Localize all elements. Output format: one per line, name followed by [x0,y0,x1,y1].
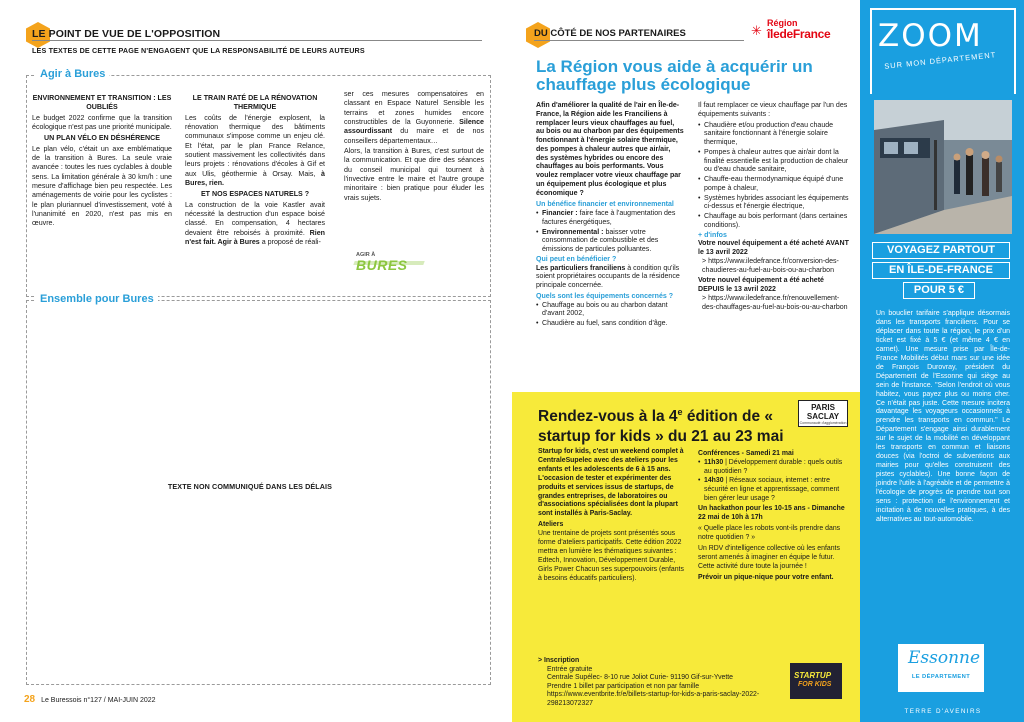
page-subrubric: LES TEXTES DE CETTE PAGE N'ENGAGENT QUE LA RESPONSABILITÉ DE LEURS AUTEURS [32,46,365,55]
paragraph-budget: Le budget 2022 confirme que la transition écologique n'est pas une priorité municipale. [32,113,172,132]
region-intro: Afin d'améliorer la qualité de l'air en Île-de-France, la Région aide les Franciliens à remplacer leurs vieux chauffages au fuel, au bois ou au charbon par des équipements fonctionnant à l'énergie solaire thermique, des pompes à chaleur autres que air/air, des systèmes hybrides ou encore des chauffages au bois performants. Vous voulez remplacer votre vieux chauffage par un équipement plus écologique et plus économique ? [536,102,684,197]
after-date-link[interactable]: > https://www.iledefrance.fr/renouvellement-des-chauffages-au-fuel-au-bois-ou-au-charbon [702,294,848,311]
before-date-label: Votre nouvel équipement a été acheté AVANT le 13 avril 2022 [698,240,849,256]
headline-band-2: EN ÎLE-DE-FRANCE [872,262,1010,279]
conference-list [698,459,850,504]
benefit-list [536,210,684,255]
article-column-1 [32,92,172,230]
article-title: La Région vous aide à acquérir un chauffage plus écologique [536,57,813,94]
magazine-issue: Le Buressois n°127 / MAI-JUIN 2022 [41,697,156,704]
paragraph-thermal: Les coûts de l'énergie explosent, la rénovation thermique des bâtiments communaux s'impose comme un enjeu clé. Et l'état, par le plan France Relance, soutient massivement les collectivités dans leurs projets : rénovations d'écoles à Gif et aux Ulis, géothermie à Orsay. Mais, à Bures, rien. [185,113,325,188]
inscription-line: Centrale Supélec- 8-10 rue Joliot Curie- 91190 Gif-sur-Yvette [547,674,734,681]
zoom-subtitle: SUR MON DÉPARTEMENT [883,50,997,71]
article-column-2 [185,92,325,249]
before-date-link[interactable]: > https://www.iledefrance.fr/conversion-des-chaudieres-au-fuel-au-bois-ou-au-charbon [702,257,839,274]
after-date-label: Votre nouvel équipement a été acheté DEPUIS le 13 avril 2022 [698,277,824,293]
page-folio [24,694,156,705]
group-title-ensemble: Ensemble pour Bures [36,293,158,305]
conferences-title: Conférences - Samedi 21 mai [698,450,794,457]
heading-thermal: LE TRAIN RATÉ DE LA RÉNOVATION THERMIQUE [192,94,318,112]
page-number: 28 [24,694,36,705]
list-item: • Chauffage au bois performant (dans certaines conditions). [698,213,850,231]
equip-list [536,302,684,329]
page-rubric: LE POINT DE VUE DE L'OPPOSITION [32,28,221,40]
heading-natural-spaces: ET NOS ESPACES NATURELS ? [200,190,310,199]
startup-for-kids-logo: STARTUP FOR KIDS [790,663,842,699]
inscription-block [538,657,786,708]
info-title: + d'infos [698,231,727,239]
essonne-logo: Essonne LE DÉPARTEMENT [898,644,984,692]
train-station-image [874,100,1012,234]
group-title-agir: Agir à Bures [36,68,109,80]
hackathon-title: Un hackathon pour les 10-15 ans - Dimanche 22 mai de 10h à 17h [698,505,845,522]
group-box-ensemble [26,300,491,685]
rubric-divider [32,40,482,41]
list-item: • Pompes à chaleur autres que air/air dont la finalité essentielle est la production de chaleur ou d'eau chaude sanitaire, [698,149,850,175]
region-idf-logo: ✳ Région îledeFrance [751,18,831,41]
inscription-line: Prendre 1 billet par participation et non par famille [547,682,700,690]
region-column-b [698,102,850,312]
heading-environment: ENVIRONNEMENT ET TRANSITION : LES OUBLIÉS [32,94,172,112]
region-column-a [536,102,684,330]
paragraph-natural-spaces: La construction de la voie Kastler avait nécessité la destruction d'un espace boisé classé. En compensation, 4 hectares devaient être reboisés à proximité. Rien n'est fait. Agir à Bures a proposé de réali- [185,200,325,247]
right-page [512,0,1024,722]
equipment-list [698,122,850,231]
inscription-line: Entrée gratuite [547,665,593,673]
essonne-tagline: TERRE D'AVENIRS [904,708,982,715]
list-item: • 11h30 | Développement durable : quels outils au quotidien ? [698,459,850,477]
paris-saclay-logo: PARIS SACLAY Communauté d'agglomération [798,400,848,427]
list-item: • Chaudière et/ou production d'eau chaude sanitaire fonctionnant à l'énergie solaire thermique, [698,122,850,148]
picnic-note: Prévoir un pique-nique pour votre enfant. [698,573,834,581]
event-intro: Startup for kids, c'est un weekend complet à CentraleSupelec avec des ateliers pour les enfants et les adolescents de 6 à 15 ans. L'occasion de tester et expérimenter des produits et services issus de startups, de grandes entreprises, de laboratoires ou d'associations spécialisées dont la plupart sont installés à Paris-Saclay. [538,448,684,518]
sidebar-article: Un bouclier tarifaire s'applique désormais dans les transports franciliens. Pour se déplacer dans toute la région, le prix d'un ticket est fixé à 5 € (et même 4 € en carnet). Une mesure prise par Île-de-France Mobilités début mars sur une idée de François Durovray, président du Département de l'Essonne qui siège au sein de l'instance. "Selon l'endroit où vous habitez, vous payez plus ou moins cher. Ce n'était pas juste. Cette mesure incitera davantage les voyageurs occasionnels à prendre les transports en commun." Le Département s'engage ainsi durablement sur le sujet de la mobilité en développant les transports en commun et liaisons douces (via l'octroi de subventions aux mairies pour qu'elles construisent des pistes cyclables). Une bonne façon de joindre l'utile à l'agréable et de permettre à l'écologie de progrès de prendre tout son sens : protection de l'environnement et incitation à de nouvelles pratiques, à des alternatives au tout-automobile. [876,310,1010,523]
list-item: • Systèmes hybrides associant les équipements ci-dessus et l'énergie électrique, [698,195,850,213]
heading-bike-plan: UN PLAN VÉLO EN DÉSHÉRENCE [44,134,160,143]
hackathon-question: « Quelle place les robots vont-ils prendre dans notre quotidien ? » [698,525,841,542]
equip-title: Quels sont les équipements concernés ? [536,292,674,300]
page-rubric: DU CÔTÉ DE NOS PARTENAIRES [534,28,686,39]
who-title: Qui peut en bénéficier ? [536,255,617,263]
zoom-sidebar [860,0,1024,722]
list-item: • Environnemental : baisser votre consommation de combustible et des émissions de particules polluantes. [536,229,684,255]
list-item: • Financier : faire face à l'augmentation des factures énergétiques, [536,210,684,228]
event-column-b [698,450,850,583]
list-item: • Chauffe-eau thermodynamique équipé d'une pompe à chaleur, [698,176,850,194]
hackathon-paragraph: Un RDV d'intelligence collective où les enfants seront amenés à imaginer en équipe le futur. Cette activité dure toute la journée ! [698,545,840,570]
headline-band-1: VOYAGEZ PARTOUT [872,242,1010,259]
inscription-title: > Inscription [538,657,580,664]
region-star-icon: ✳ [751,23,762,38]
paragraph-conclusion: Alors, la transition à Bures, c'est surtout de la communication. Et que dire des séances du conseil municipal qui tournent à l'invective entre le maire et l'autre groupe minoritaire : bien pratique pour éluder les vrais sujets. [344,147,484,202]
event-title: Rendez-vous à la 4e édition de « startup for kids » du 21 au 23 mai [538,407,784,446]
rubric-divider [534,40,744,41]
list-item: • Chaudière au fuel, sans condition d'âge. [536,320,684,329]
list-item: • 14h30 | Réseaux sociaux, internet : entre sécurité en ligne et apprentissage, comment bien gérer leur usage ? [698,477,850,504]
ateliers-paragraph: Une trentaine de projets sont présentés sous forme d'ateliers participatifs. Cette édition 2022 mettra en lumière les thématiques suivantes : Edtech, Innovation, Développement Durable, Girls Power Chacun ses superpouvoirs (enfants à besoins éducatifs particuliers). [538,530,684,582]
event-column-a [538,448,688,584]
who-paragraph: Les particuliers franciliens à condition qu'ils soient propriétaires occupants de la résidence principale concernée. [536,264,680,289]
train-photo [874,100,1012,234]
agir-a-bures-logo: AGIR À BURES [354,252,428,278]
replace-intro: Il faut remplacer ce vieux chauffage par l'un des équipements suivants : [698,102,848,118]
zoom-title: ZOOM [878,18,983,54]
article-column-3 [344,90,484,204]
headline-band-3: POUR 5 € [903,282,975,299]
list-item: • Chauffage au bois ou au charbon datant d'avant 2002, [536,302,684,320]
paragraph-bike-plan: Le plan vélo, c'était un axe emblématique de la transition à Bures. La seule vraie avancée : toutes les rues cyclables à double sens. La limitation générale à 30 km/h : une mesure d'affichage bien peu respectée. Les aménagements de voirie pour les cyclistes : le plan pluriannuel d'investissement, voté à l'unanimité en 2020, n'est pas mis en œuvre. [32,144,172,228]
not-communicated-notice: TEXTE NON COMMUNIQUÉ DANS LES DÉLAIS [167,482,333,491]
ateliers-title: Ateliers [538,521,564,529]
inscription-link[interactable]: https://www.eventbrite.fr/e/billets-startup-for-kids-a-paris-saclay-2022-298213072327 [547,691,760,707]
paragraph-compensation: ser ces mesures compensatoires en classant en Espace Naturel Sensible les terrains et zones humides encore constructibles de la Guyonnerie. Silence assourdissant du maire et de nos conseillers départementaux… [344,90,484,145]
benefit-title: Un bénéfice financier et environnemental [536,201,674,209]
